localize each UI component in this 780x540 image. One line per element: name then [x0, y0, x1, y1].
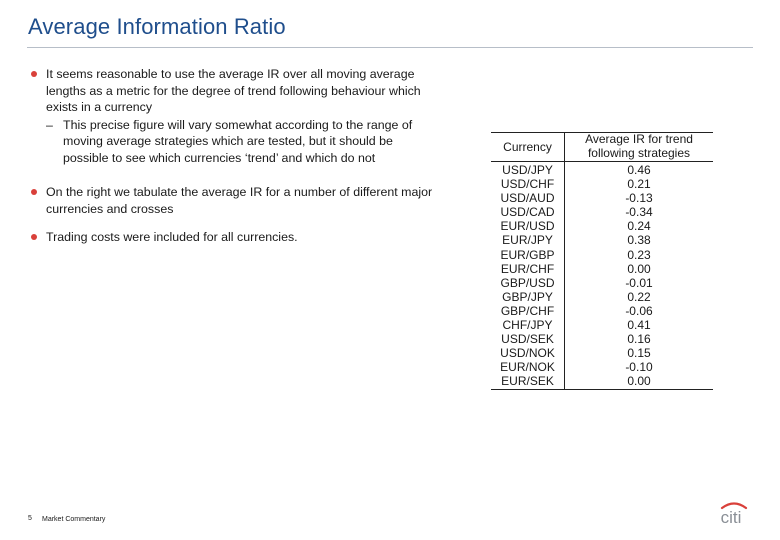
table-row: [491, 304, 713, 318]
value-cell: -0.10: [625, 360, 653, 375]
value-cell: 0.22: [627, 289, 651, 304]
bullet-text: On the right we tabulate the average IR for a number of different major currencies and crosses: [46, 185, 433, 216]
table-row: [491, 346, 713, 360]
currency-cell: USD/CHF: [500, 177, 555, 192]
value-cell: 0.23: [627, 247, 651, 262]
value-cell: -0.13: [625, 191, 653, 206]
table-row: [491, 163, 713, 177]
value-cell: 0.00: [627, 374, 651, 389]
sub-bullet-item: [28, 117, 438, 167]
column-header-currency: Currency: [503, 140, 552, 154]
currency-cell: EUR/JPY: [502, 233, 553, 248]
currency-cell: EUR/NOK: [500, 360, 555, 375]
value-cell: -0.06: [625, 303, 653, 318]
bullet-dot-icon: [31, 71, 37, 77]
table-row: [491, 233, 713, 247]
currency-cell: EUR/GBP: [500, 247, 555, 262]
currency-cell: GBP/USD: [500, 275, 555, 290]
bullet-list: [28, 66, 438, 246]
currency-cell: GBP/JPY: [502, 289, 553, 304]
table-row: [491, 219, 713, 233]
citi-logo-icon: [710, 498, 752, 526]
page-number: 5: [28, 515, 32, 522]
value-cell: 0.24: [627, 219, 651, 234]
table-row: [491, 318, 713, 332]
value-cell: -0.34: [625, 205, 653, 220]
value-cell: 0.21: [627, 177, 651, 192]
table-body: [491, 163, 713, 389]
currency-cell: USD/SEK: [501, 332, 554, 347]
currency-cell: EUR/CHF: [500, 261, 555, 276]
currency-cell: USD/NOK: [500, 346, 555, 361]
column-header-average-ir: Average IR for trend following strategies: [585, 132, 693, 160]
table-rule-header: [491, 161, 713, 162]
table-row: [491, 248, 713, 262]
table-row: [491, 332, 713, 346]
currency-cell: EUR/SEK: [501, 374, 554, 389]
bullet-dot-icon: [31, 234, 37, 240]
dash-icon: –: [46, 117, 53, 132]
value-cell: 0.38: [627, 233, 651, 248]
title-divider: [27, 47, 753, 48]
currency-cell: USD/CAD: [500, 205, 555, 220]
value-cell: 0.16: [627, 332, 651, 347]
currency-cell: GBP/CHF: [500, 303, 555, 318]
footer-label: Market Commentary: [42, 516, 106, 523]
table-row: [491, 177, 713, 191]
value-cell: 0.15: [627, 346, 651, 361]
table-row: [491, 290, 713, 304]
sub-bullet-text: This precise figure will vary somewhat according to the range of moving average strategies which are tested, but it should be possible to see which currencies ‘trend’ and which do not: [63, 117, 413, 165]
table-rule-bottom: [491, 389, 713, 390]
value-cell: 0.46: [627, 163, 651, 177]
page-title: Average Information Ratio: [28, 14, 286, 39]
bullet-text: It seems reasonable to use the average IR over all moving average lengths as a metric for the degree of trend following behaviour which exists in a currency: [46, 67, 421, 114]
bullet-item: [28, 66, 438, 116]
bullet-item: [28, 184, 438, 217]
table-row: [491, 360, 713, 374]
currency-cell: USD/AUD: [500, 191, 555, 206]
bullet-text: Trading costs were included for all currencies.: [46, 230, 298, 244]
table-row: [491, 374, 713, 388]
currency-cell: USD/JPY: [502, 163, 553, 177]
value-cell: 0.00: [627, 261, 651, 276]
bullet-dot-icon: [31, 189, 37, 195]
logo-text: citi: [720, 508, 742, 526]
table-row: [491, 205, 713, 219]
value-cell: 0.41: [627, 318, 651, 333]
table-row: [491, 191, 713, 205]
currency-cell: EUR/USD: [500, 219, 555, 234]
table-row: [491, 262, 713, 276]
bullet-item: [28, 229, 438, 246]
value-cell: -0.01: [625, 275, 653, 290]
table-row: [491, 276, 713, 290]
currency-cell: CHF/JPY: [502, 318, 553, 333]
ir-table: [491, 128, 713, 390]
